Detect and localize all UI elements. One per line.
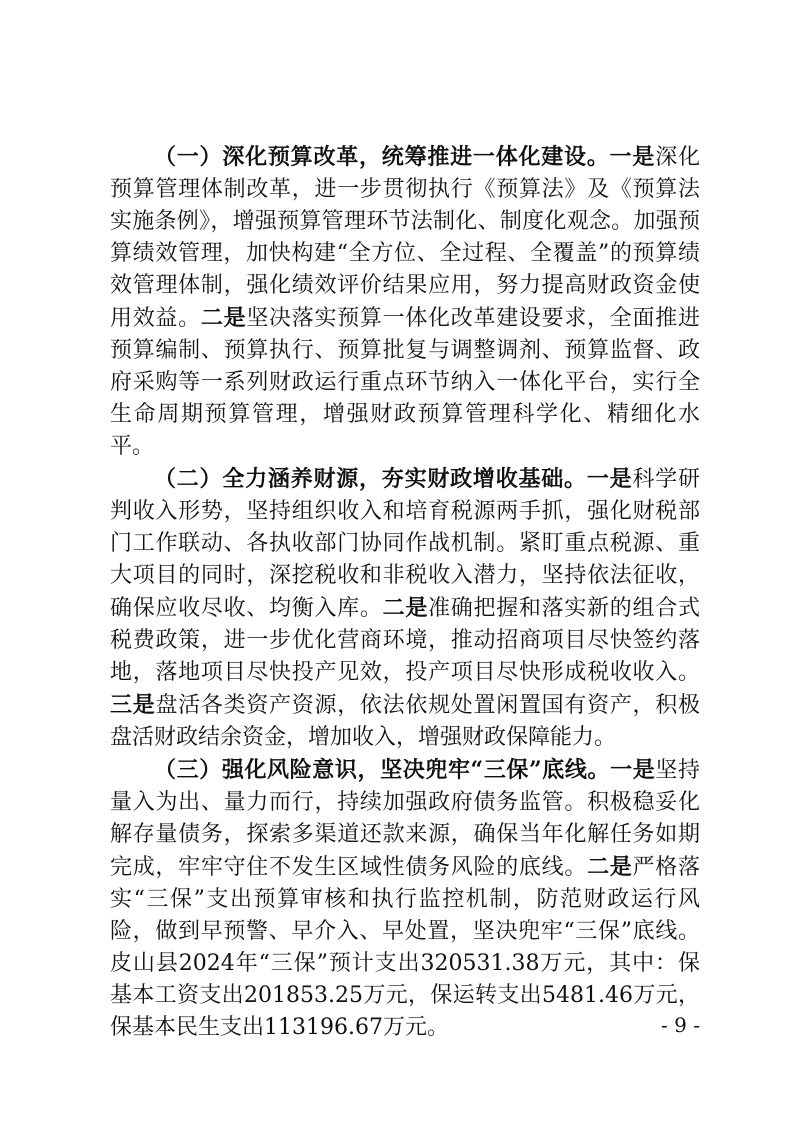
page-number: - 9 - xyxy=(661,1013,700,1037)
body-text xyxy=(110,141,700,1044)
section-heading: （二）全力涵养财源，夯实财政增收基础。 xyxy=(154,466,587,492)
paragraph-3 xyxy=(110,754,700,1044)
point-text: 准确把握和落实新的组合式税费政策，进一步优化营商环境，推动招商项目尽快签约落地，落地项目尽快投产见效，投产项目尽快形成税收收入。 xyxy=(110,596,700,685)
point-lead: 二是 xyxy=(382,595,429,621)
point-text: 坚决落实预算一体化改革建设要求，全面推进预算编制、预算执行、预算批复与调整调剂、预算监督、政府采购等一系列财政运行重点环节纳入一体化平台，实行全生命周期预算管理，增强财政预算管理科学化、精细化水平。 xyxy=(110,306,700,459)
point-text: 深化预算管理体制改革，进一步贯彻执行《预算法》及《预算法实施条例》，增强预算管理环节法制化、制度化观念。加强预算绩效管理，加快构建“全方位、全过程、全覆盖”的预算绩效管理体制，强化绩效评价结果应用，努力提高财政资金使用效益。 xyxy=(110,145,700,331)
point-text: 科学研判收入形势，坚持组织收入和培育税源两手抓，强化财税部门工作联动、各执收部门协同作战机制。紧盯重点税源、重大项目的同时，深挖税收和非税收入潜力，坚持依法征收，确保应收尽收、均衡入库。 xyxy=(110,467,700,621)
paragraph-2 xyxy=(110,463,700,754)
point-lead: 三是 xyxy=(110,692,156,718)
paragraph-1 xyxy=(110,141,700,463)
point-lead: 一是 xyxy=(609,144,656,170)
point-text: 盘活各类资产资源，依法依规处置闲置国有资产，积极盘活财政结余资金，增加收入，增强财政保障能力。 xyxy=(110,693,700,750)
point-text: 严格落实“三保”支出预算审核和执行监控机制，防范财政运行风险，做到早预警、早介入、早处置，坚决兜牢“三保”底线。皮山县2024年“三保”预计支出320531.38万元，其中：保基本工资支出201853.25万元，保运转支出5481.46万元，保基本民生支出113196.67万元。 xyxy=(110,855,700,1040)
point-lead: 二是 xyxy=(587,854,633,880)
section-heading: （一）深化预算改革，统筹推进一体化建设。 xyxy=(154,144,610,170)
point-text: 坚持量入为出、量力而行，持续加强政府债务监管。积极稳妥化解存量债务，探索多渠道还款来源，确保当年化解任务如期完成，牢牢守住不发生区域性债务风险的底线。 xyxy=(110,758,700,880)
section-heading: （三）强化风险意识，坚决兜牢“三保”底线。 xyxy=(154,757,611,783)
point-lead: 二是 xyxy=(200,305,247,331)
point-lead: 一是 xyxy=(586,466,633,492)
point-lead: 一是 xyxy=(610,757,656,783)
